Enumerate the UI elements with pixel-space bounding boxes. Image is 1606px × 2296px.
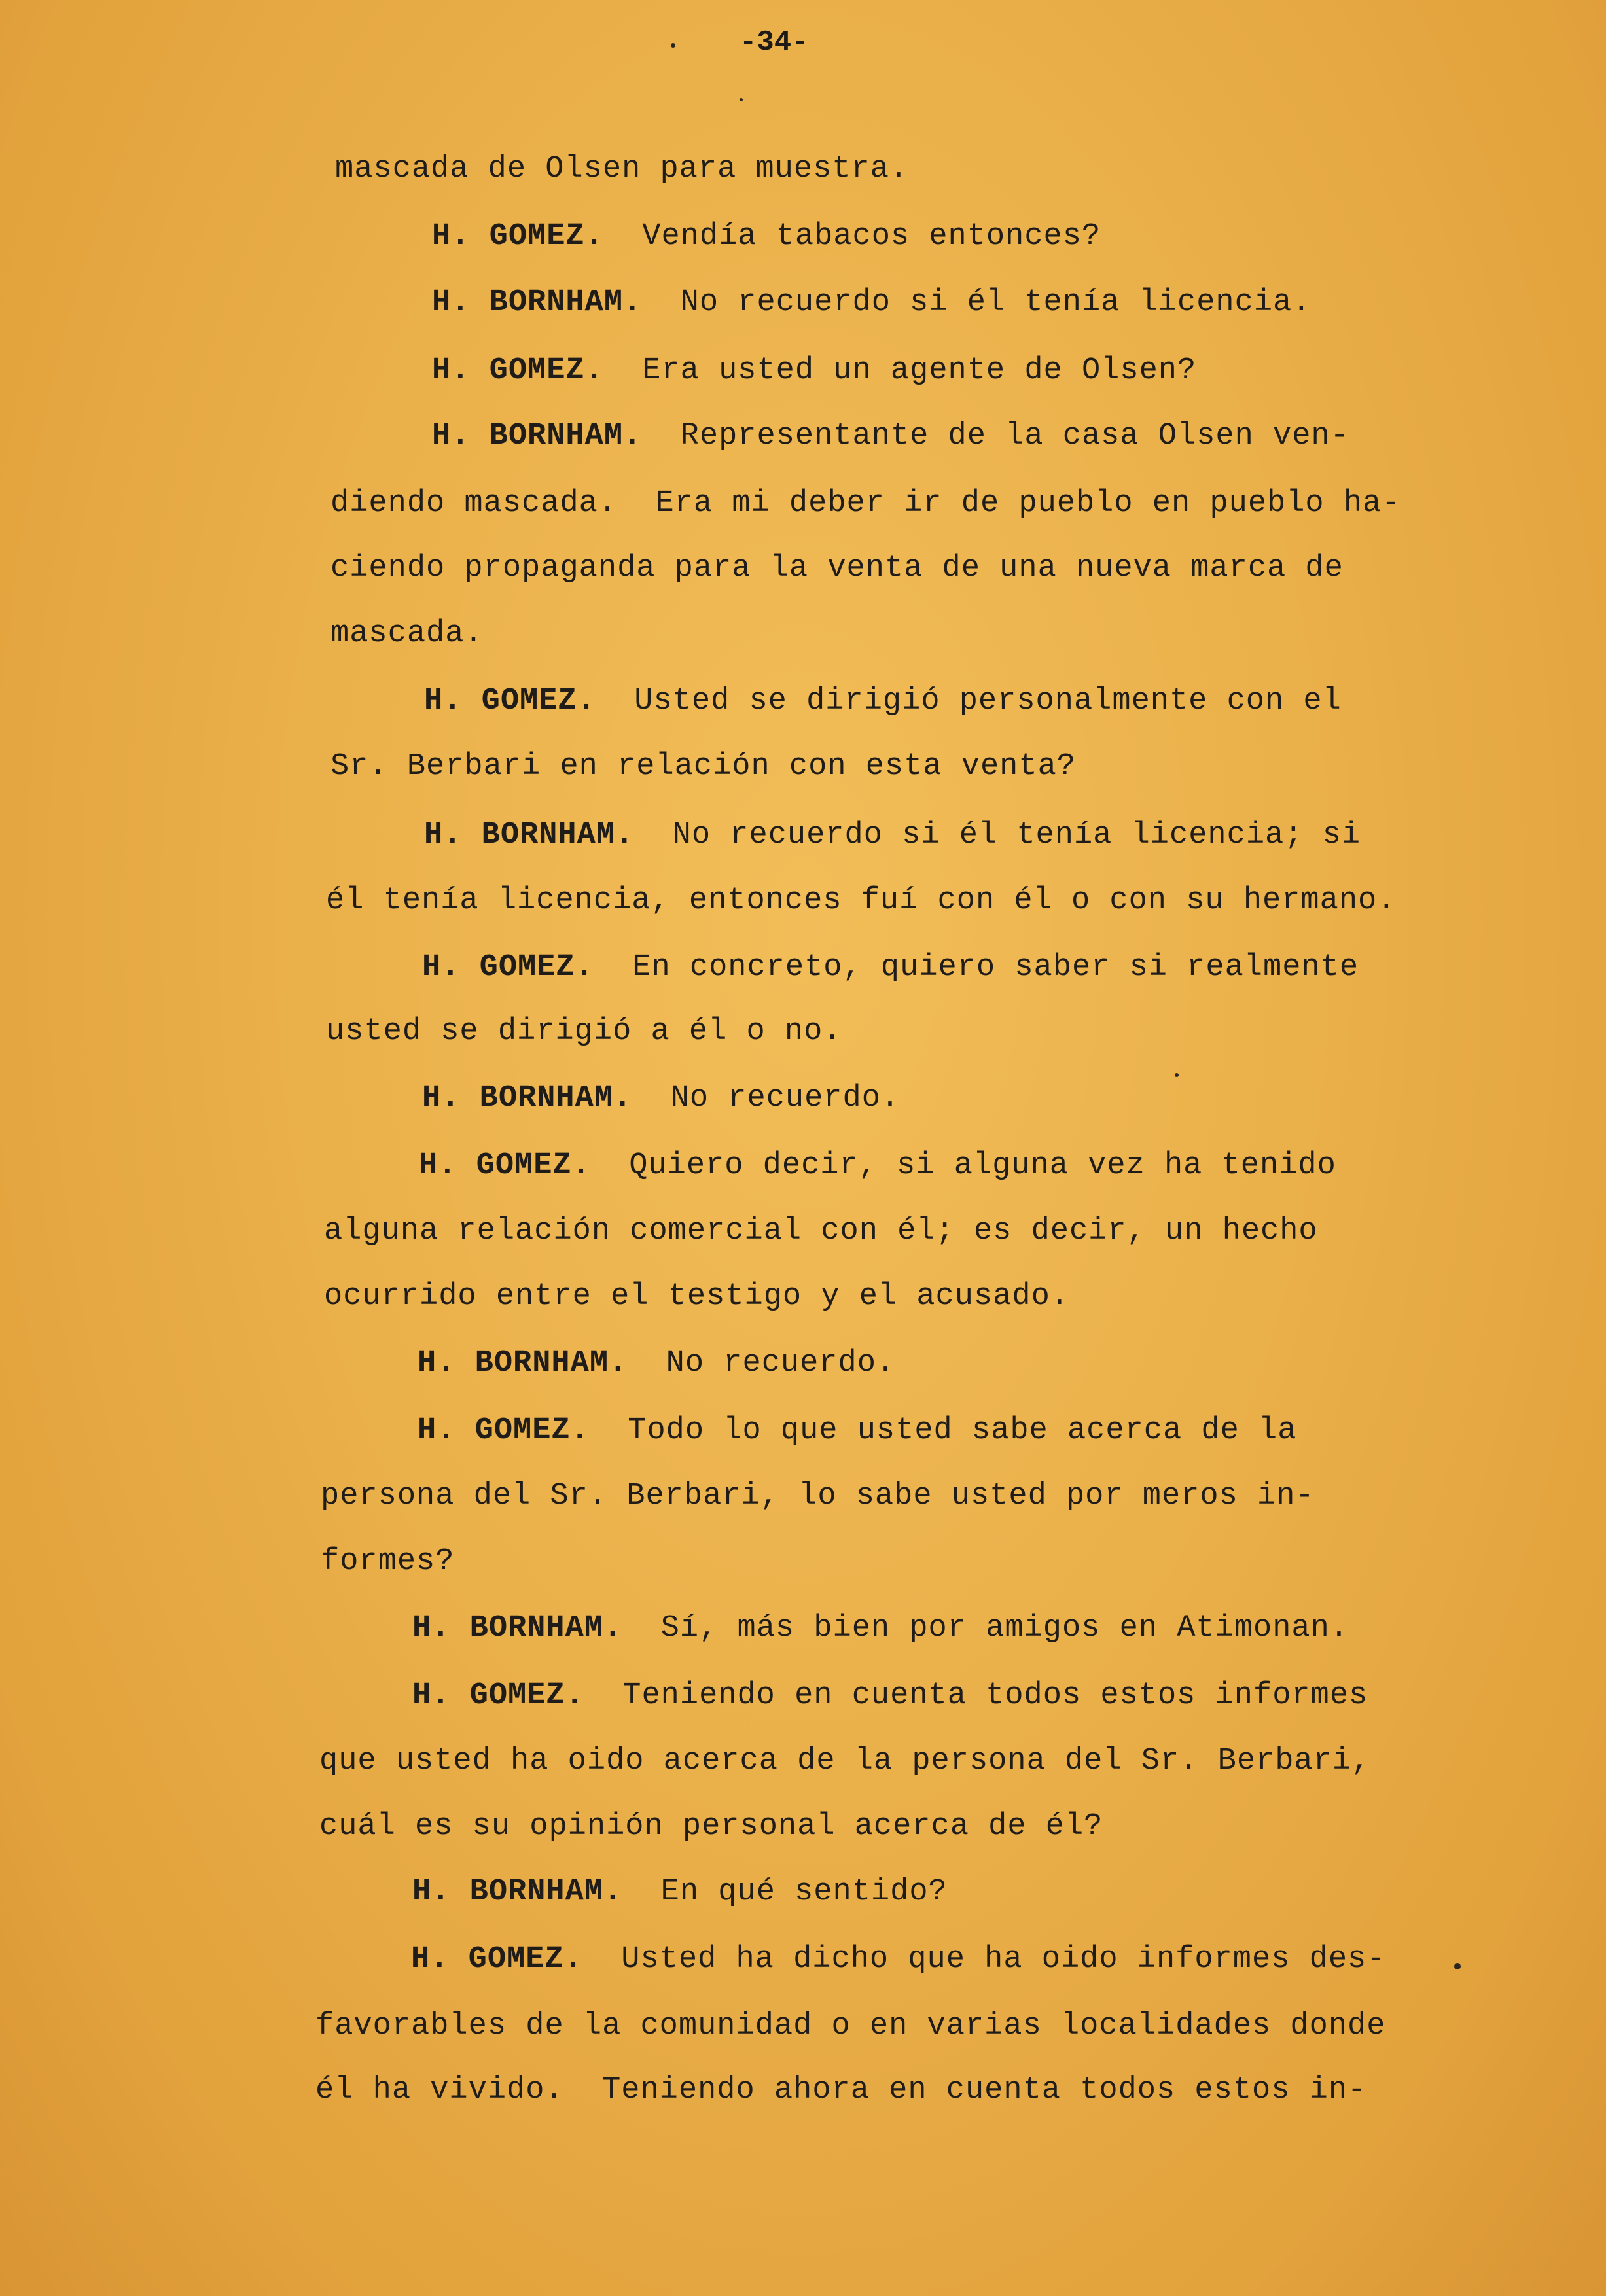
line-text: No recuerdo.	[632, 1081, 901, 1116]
transcript-line	[326, 1014, 842, 1049]
transcript-line	[432, 285, 1311, 320]
speaker-label: H. BORNHAM.	[424, 818, 635, 853]
line-text: persona del Sr. Berbari, lo sabe usted por meros in-	[321, 1479, 1315, 1513]
ink-speck	[740, 98, 743, 101]
transcript-line	[418, 1413, 1296, 1448]
transcript-line	[324, 1279, 1069, 1314]
line-text: Sr. Berbari en relación con esta venta?	[330, 749, 1076, 784]
speaker-label: H. GOMEZ.	[419, 1148, 591, 1183]
transcript-line	[432, 219, 1101, 254]
line-text: él tenía licencia, entonces fuí con él o con su hermano.	[326, 883, 1397, 918]
line-text: No recuerdo si él tenía licencia; si	[634, 818, 1361, 853]
speaker-label: H. BORNHAM.	[412, 1611, 623, 1646]
line-text: favorables de la comunidad o en varias localidades donde	[315, 2009, 1386, 2043]
transcript-line	[330, 551, 1344, 586]
speaker-label: H. GOMEZ.	[418, 1413, 590, 1448]
line-text: que usted ha oido acerca de la persona del Sr. Berbari,	[319, 1744, 1371, 1778]
speaker-label: H. GOMEZ.	[411, 1942, 583, 1977]
transcript-line	[412, 1875, 948, 1909]
line-text: Quiero decir, si alguna vez ha tenido	[590, 1148, 1336, 1183]
speaker-label: H. GOMEZ.	[422, 950, 594, 985]
line-text: Sí, más bien por amigos en Atimonan.	[622, 1611, 1349, 1646]
ink-speck	[1175, 1073, 1179, 1077]
transcript-line	[324, 1214, 1318, 1248]
line-text: diendo mascada. Era mi deber ir de pueblo en pueblo ha-	[330, 486, 1401, 521]
line-text: cuál es su opinión personal acerca de él?	[319, 1809, 1103, 1844]
transcript-line	[315, 2073, 1366, 2108]
line-text: Usted ha dicho que ha oido informes des-	[582, 1942, 1386, 1977]
transcript-line	[330, 749, 1076, 784]
line-text: Teniendo en cuenta todos estos informes	[584, 1678, 1368, 1713]
speaker-label: H. BORNHAM.	[432, 419, 643, 453]
transcript-line	[411, 1942, 1385, 1977]
transcript-line	[422, 950, 1359, 985]
line-text: usted se dirigió a él o no.	[326, 1014, 842, 1049]
line-text: Representante de la casa Olsen ven-	[642, 419, 1349, 453]
speaker-label: H. BORNHAM.	[432, 285, 643, 320]
speaker-label: H. GOMEZ.	[412, 1678, 584, 1713]
transcript-line	[319, 1809, 1103, 1844]
transcript-line	[432, 353, 1196, 388]
line-text: ocurrido entre el testigo y el acusado.	[324, 1279, 1069, 1314]
line-text: formes?	[321, 1544, 455, 1579]
line-text: Usted se dirigió personalmente con el	[596, 684, 1342, 718]
speaker-label: H. BORNHAM.	[418, 1346, 628, 1381]
line-text: Era usted un agente de Olsen?	[603, 353, 1197, 388]
speaker-label: H. BORNHAM.	[422, 1081, 633, 1116]
ink-speck	[671, 43, 675, 48]
transcript-line	[335, 152, 908, 186]
transcript-line	[315, 2009, 1385, 2043]
line-text: él ha vivido. Teniendo ahora en cuenta todos estos in-	[315, 2073, 1367, 2108]
transcript-line	[412, 1678, 1368, 1713]
transcript-line	[424, 684, 1342, 718]
line-text: ciendo propaganda para la venta de una nueva marca de	[330, 551, 1344, 586]
transcript-line	[330, 616, 484, 651]
line-text: Todo lo que usted sabe acerca de la	[589, 1413, 1297, 1448]
transcript-line	[424, 818, 1361, 853]
line-text: alguna relación comercial con él; es decir, un hecho	[324, 1214, 1318, 1248]
line-text: mascada.	[330, 616, 484, 651]
ink-speck	[1454, 1963, 1461, 1969]
line-text: No recuerdo si él tenía licencia.	[642, 285, 1312, 320]
speaker-label: H. GOMEZ.	[432, 353, 604, 388]
transcript-line	[321, 1544, 454, 1579]
transcript-line	[432, 419, 1349, 453]
transcript-line	[326, 883, 1396, 918]
transcript-line	[321, 1479, 1315, 1513]
transcript-line	[330, 486, 1401, 521]
transcript-line	[319, 1744, 1370, 1778]
line-text: Vendía tabacos entonces?	[603, 219, 1101, 254]
transcript-line	[412, 1611, 1349, 1646]
line-text: En qué sentido?	[622, 1875, 948, 1909]
line-text: No recuerdo.	[628, 1346, 896, 1381]
transcript-line	[422, 1081, 900, 1116]
speaker-label: H. GOMEZ.	[432, 219, 604, 254]
line-text: En concreto, quiero saber si realmente	[594, 950, 1359, 985]
speaker-label: H. BORNHAM.	[412, 1875, 623, 1909]
speaker-label: H. GOMEZ.	[424, 684, 596, 718]
transcript-line	[419, 1148, 1336, 1183]
transcript-line	[418, 1346, 895, 1381]
page-number: -34-	[740, 26, 809, 59]
line-text: mascada de Olsen para muestra.	[335, 152, 909, 186]
